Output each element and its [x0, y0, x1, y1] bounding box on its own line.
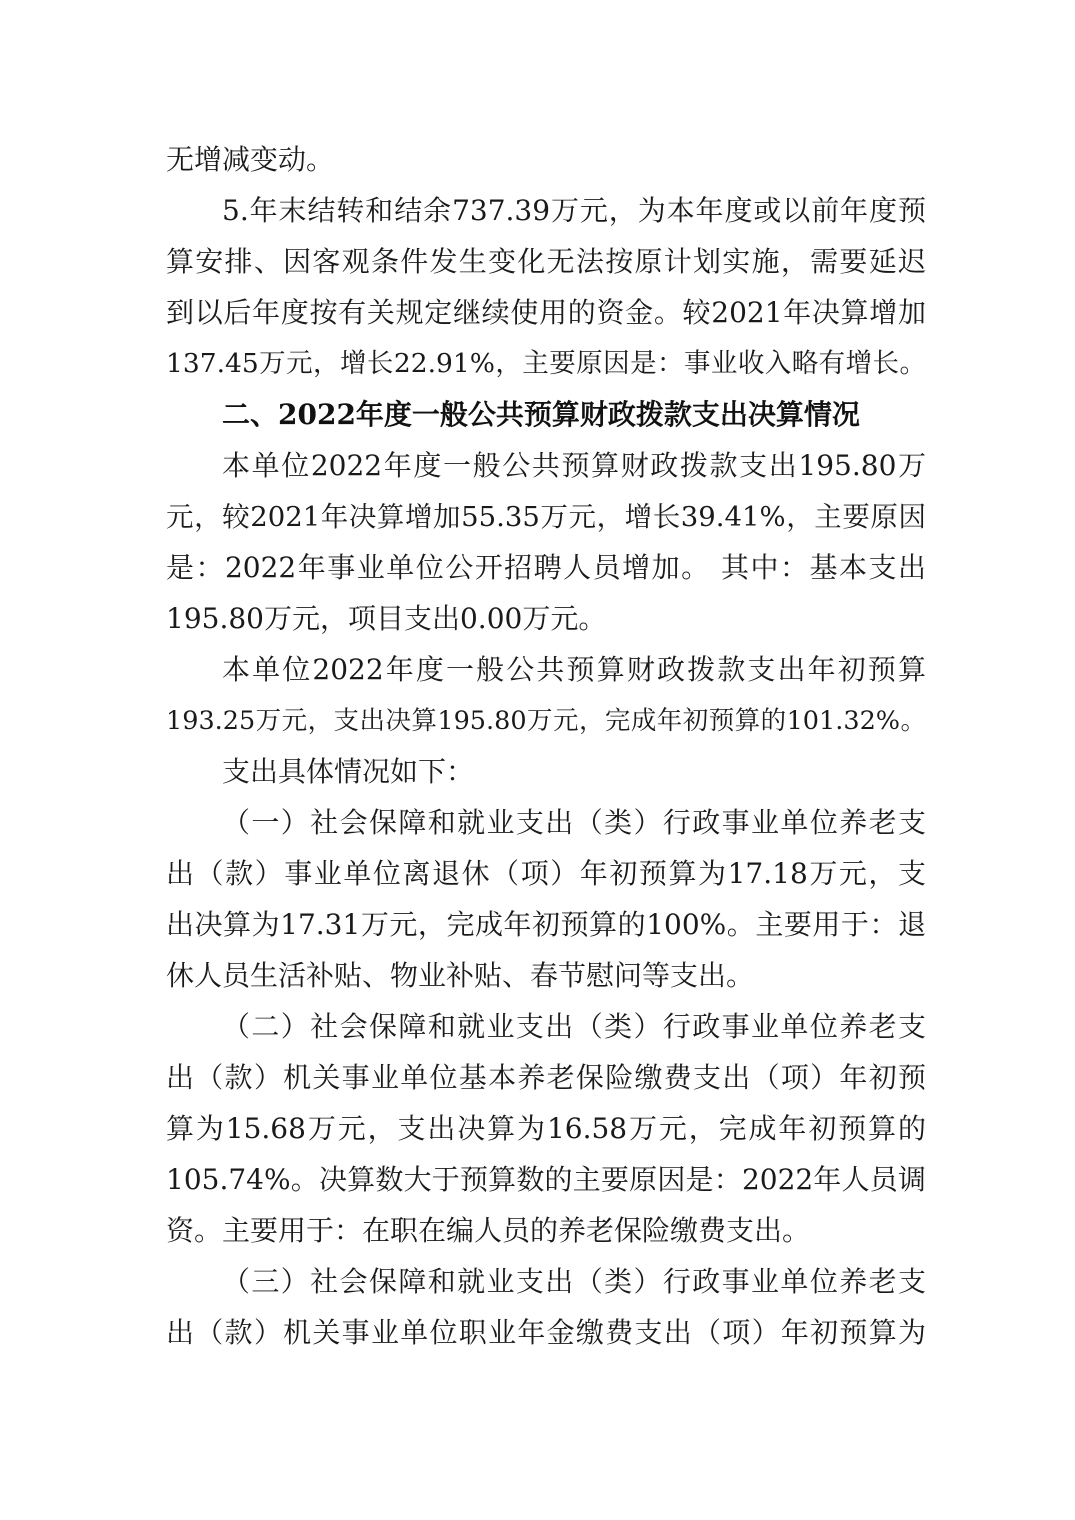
text-line: 5.年末结转和结余737.39万元，为本年度或以前年度预: [222, 194, 926, 227]
text-line: 无增减变动。: [166, 143, 335, 176]
text-line: 出（款）机关事业单位职业年金缴费支出（项）年初预算为: [166, 1316, 926, 1349]
text-line: 到以后年度按有关规定继续使用的资金。较2021年决算增加: [166, 296, 926, 329]
text-line: 元，较2021年决算增加55.35万元，增长39.41%，主要原因: [166, 501, 926, 533]
text-line: 出决算为17.31万元，完成年初预算的100%。主要用于：退: [166, 908, 926, 941]
text-line: （二）社会保障和就业支出（类）行政事业单位养老支: [222, 1010, 926, 1043]
section-heading: 二、2022年度一般公共预算财政拨款支出决算情况: [222, 398, 860, 431]
text-line: 休人员生活补贴、物业补贴、春节慰问等支出。: [166, 959, 755, 992]
text-line: 本单位2022年度一般公共预算财政拨款支出年初预算: [222, 653, 926, 686]
text-line: 193.25万元，支出决算195.80万元，完成年初预算的101.32%。: [166, 706, 926, 736]
text-line: 是：2022年事业单位公开招聘人员增加。 其中：基本支出: [166, 551, 926, 584]
text-line: 资。主要用于：在职在编人员的养老保险缴费支出。: [166, 1214, 811, 1247]
text-line: （三）社会保障和就业支出（类）行政事业单位养老支: [222, 1265, 926, 1298]
text-line: （一）社会保障和就业支出（类）行政事业单位养老支: [222, 806, 926, 839]
text-line: 支出具体情况如下：: [222, 755, 475, 788]
text-line: 出（款）事业单位离退休（项）年初预算为17.18万元，支: [166, 857, 926, 890]
text-line: 本单位2022年度一般公共预算财政拨款支出195.80万: [222, 449, 926, 482]
text-line: 出（款）机关事业单位基本养老保险缴费支出（项）年初预: [166, 1061, 926, 1094]
text-line: 算为15.68万元，支出决算为16.58万元，完成年初预算的: [166, 1112, 926, 1145]
text-line: 137.45万元，增长22.91%，主要原因是：事业收入略有增长。: [166, 348, 926, 379]
text-line: 算安排、因客观条件发生变化无法按原计划实施，需要延迟: [166, 245, 926, 278]
text-line: 105.74%。决算数大于预算数的主要原因是：2022年人员调: [166, 1163, 926, 1196]
text-line: 195.80万元，项目支出0.00万元。: [166, 602, 607, 635]
